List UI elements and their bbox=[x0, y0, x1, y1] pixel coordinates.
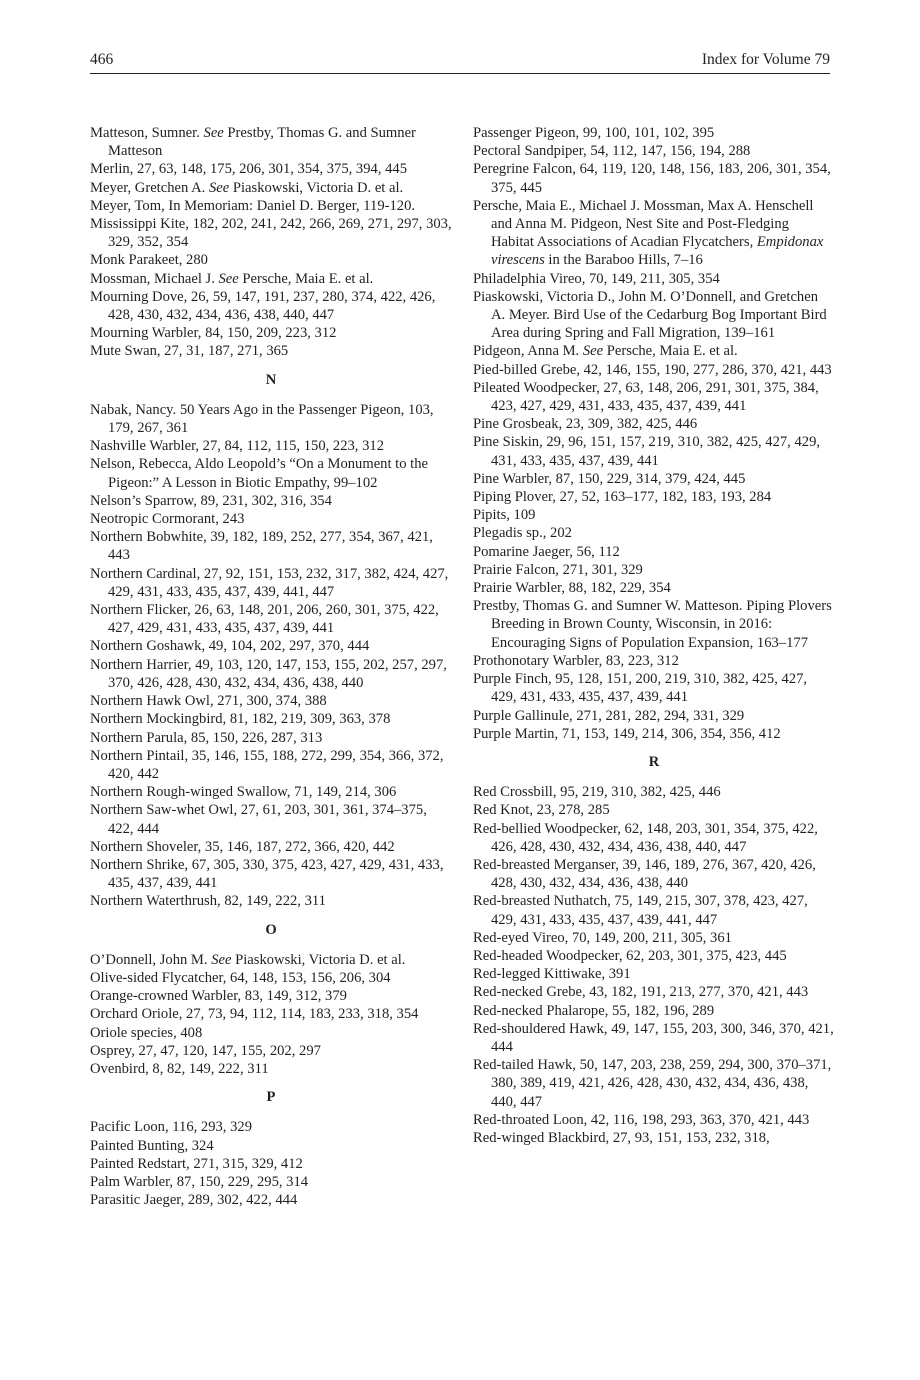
section-letter: R bbox=[648, 753, 660, 770]
index-entry: Olive-sided Flycatcher, 64, 148, 153, 156, 206, 304 bbox=[90, 969, 391, 986]
index-entry: Meyer, Gretchen A. See Piaskowski, Victoria D. et al. bbox=[90, 179, 404, 196]
index-entry: Purple Finch, 95, 128, 151, 200, 219, 310, 382, 425, 427, 429, 431, 433, 435, 437, 439, 441 bbox=[473, 671, 808, 706]
index-entry: Monk Parakeet, 280 bbox=[90, 252, 208, 269]
section-letter: P bbox=[266, 1089, 276, 1106]
index-entry: Meyer, Tom, In Memoriam: Daniel D. Berger, 119-120. bbox=[90, 197, 416, 214]
index-entry: Northern Rough-winged Swallow, 71, 149, 214, 306 bbox=[90, 784, 397, 801]
index-entry: Mourning Dove, 26, 59, 147, 191, 237, 280, 374, 422, 426, 428, 430, 432, 434, 436, 438, 440, 447 bbox=[90, 288, 436, 324]
index-entry: Pine Warbler, 87, 150, 229, 314, 379, 424, 445 bbox=[473, 470, 746, 487]
section-letter: N bbox=[265, 371, 277, 388]
index-entry: Prothonotary Warbler, 83, 223, 312 bbox=[473, 652, 679, 669]
index-entry: Peregrine Falcon, 64, 119, 120, 148, 156, 183, 206, 301, 354, 375, 445 bbox=[473, 161, 831, 196]
index-entry: Pied-billed Grebe, 42, 146, 155, 190, 277, 286, 370, 421, 443 bbox=[473, 361, 832, 378]
index-entry: Prairie Warbler, 88, 182, 229, 354 bbox=[473, 580, 671, 597]
index-entry: Mississippi Kite, 182, 202, 241, 242, 266, 269, 271, 297, 303, 329, 352, 354 bbox=[90, 216, 452, 251]
index-entry: Red-necked Phalarope, 55, 182, 196, 289 bbox=[473, 1002, 715, 1019]
page-header bbox=[90, 50, 830, 72]
index-entry: Piping Plover, 27, 52, 163–177, 182, 183, 193, 284 bbox=[473, 489, 772, 506]
index-entry: Palm Warbler, 87, 150, 229, 295, 314 bbox=[90, 1173, 309, 1190]
index-entry: Ovenbird, 8, 82, 149, 222, 311 bbox=[90, 1060, 269, 1077]
index-entry: Red-tailed Hawk, 50, 147, 203, 238, 259, 294, 300, 370–371, 380, 389, 419, 421, 426, 428, 430, 432, 434, 436, 438, 440, 447 bbox=[473, 1057, 832, 1110]
index-entry: Mute Swan, 27, 31, 187, 271, 365 bbox=[90, 343, 289, 360]
index-entry: Pomarine Jaeger, 56, 112 bbox=[473, 543, 620, 560]
index-entry: Northern Goshawk, 49, 104, 202, 297, 370, 444 bbox=[90, 638, 370, 655]
index-entry: Pileated Woodpecker, 27, 63, 148, 206, 291, 301, 375, 384, 423, 427, 429, 431, 433, 435, 437, 439, 441 bbox=[473, 379, 819, 415]
index-entry: Pine Grosbeak, 23, 309, 382, 425, 446 bbox=[473, 416, 698, 433]
index-entry: Purple Martin, 71, 153, 149, 214, 306, 354, 356, 412 bbox=[473, 725, 781, 742]
index-entry: O’Donnell, John M. See Piaskowski, Victoria D. et al. bbox=[90, 951, 406, 968]
index-entry: Nashville Warbler, 27, 84, 112, 115, 150, 223, 312 bbox=[90, 438, 384, 455]
index-entry: Orchard Oriole, 27, 73, 94, 112, 114, 183, 233, 318, 354 bbox=[90, 1006, 419, 1023]
index-entry: Piaskowski, Victoria D., John M. O’Donnell, and Gretchen A. Meyer. Bird Use of the Cedarburg Bog Important Bird Area during Spring and Fall Migration, 139–161 bbox=[473, 288, 827, 342]
index-entry: Northern Shoveler, 35, 146, 187, 272, 366, 420, 442 bbox=[90, 838, 395, 855]
index-entry: Prairie Falcon, 271, 301, 329 bbox=[473, 561, 643, 578]
index-column-left bbox=[90, 124, 452, 1209]
section-letter: O bbox=[265, 921, 277, 938]
index-entry: Northern Cardinal, 27, 92, 151, 153, 232, 317, 382, 424, 427, 429, 431, 433, 435, 437, 439, 441, 447 bbox=[90, 565, 449, 600]
index-entry: Orange-crowned Warbler, 83, 149, 312, 379 bbox=[90, 988, 347, 1005]
index-column-right bbox=[473, 124, 835, 1147]
index-entry: Prestby, Thomas G. and Sumner W. Matteson. Piping Plovers Breeding in Brown County, Wisconsin, in 2016: Encouraging Signs of Population Expansion, 163–177 bbox=[473, 598, 832, 651]
index-entry: Northern Parula, 85, 150, 226, 287, 313 bbox=[90, 729, 323, 746]
index-entry: Northern Shrike, 67, 305, 330, 375, 423, 427, 429, 431, 433, 435, 437, 439, 441 bbox=[90, 856, 444, 892]
index-entry: Pacific Loon, 116, 293, 329 bbox=[90, 1119, 252, 1136]
index-entry: Northern Saw-whet Owl, 27, 61, 203, 301, 361, 374–375, 422, 444 bbox=[90, 802, 427, 837]
index-entry: Pidgeon, Anna M. See Persche, Maia E. et al. bbox=[473, 343, 738, 360]
index-entry: Northern Pintail, 35, 146, 155, 188, 272, 299, 354, 366, 372, 420, 442 bbox=[90, 747, 444, 782]
index-entry: Northern Harrier, 49, 103, 120, 147, 153, 155, 202, 257, 297, 370, 426, 428, 430, 432, 434, 436, 438, 440 bbox=[90, 656, 447, 691]
index-entry: Red-legged Kittiwake, 391 bbox=[473, 966, 631, 983]
index-entry: Pipits, 109 bbox=[473, 507, 536, 524]
index-entry: Northern Hawk Owl, 271, 300, 374, 388 bbox=[90, 693, 327, 710]
index-entry: Red-eyed Vireo, 70, 149, 200, 211, 305, 361 bbox=[473, 929, 732, 946]
index-entry: Matteson, Sumner. See Prestby, Thomas G. and Sumner Matteson bbox=[90, 125, 416, 160]
index-entry: Nelson, Rebecca, Aldo Leopold’s “On a Monument to the Pigeon:” A Lesson in Biotic Empathy, 99–102 bbox=[90, 456, 429, 491]
index-entry: Red-throated Loon, 42, 116, 198, 293, 363, 370, 421, 443 bbox=[473, 1111, 810, 1128]
index-entry: Northern Bobwhite, 39, 182, 189, 252, 277, 354, 367, 421, 443 bbox=[90, 529, 433, 564]
index-entry: Parasitic Jaeger, 289, 302, 422, 444 bbox=[90, 1192, 298, 1209]
index-entry: Red-bellied Woodpecker, 62, 148, 203, 301, 354, 375, 422, 426, 428, 430, 432, 434, 436, 438, 440, 447 bbox=[473, 820, 818, 855]
index-entry: Red-necked Grebe, 43, 182, 191, 213, 277, 370, 421, 443 bbox=[473, 984, 809, 1001]
index-entry: Nabak, Nancy. 50 Years Ago in the Passenger Pigeon, 103, 179, 267, 361 bbox=[90, 401, 434, 437]
index-entry: Northern Flicker, 26, 63, 148, 201, 206, 260, 301, 375, 422, 427, 429, 431, 433, 435, 437, 439, 441 bbox=[90, 602, 439, 637]
header-rule bbox=[90, 73, 830, 74]
index-entry: Pine Siskin, 29, 96, 151, 157, 219, 310, 382, 425, 427, 429, 431, 433, 435, 437, 439, 441 bbox=[473, 434, 821, 469]
index-entry: Painted Redstart, 271, 315, 329, 412 bbox=[90, 1155, 303, 1172]
index-entry: Merlin, 27, 63, 148, 175, 206, 301, 354, 375, 394, 445 bbox=[90, 161, 408, 178]
index-entry: Red-headed Woodpecker, 62, 203, 301, 375, 423, 445 bbox=[473, 947, 787, 964]
index-entry: Red Knot, 23, 278, 285 bbox=[473, 802, 610, 819]
index-entry: Passenger Pigeon, 99, 100, 101, 102, 395 bbox=[473, 125, 715, 141]
index-entry: Pectoral Sandpiper, 54, 112, 147, 156, 194, 288 bbox=[473, 143, 751, 160]
index-entry: Persche, Maia E., Michael J. Mossman, Max A. Henschell and Anna M. Pidgeon, Nest Site and Post-Fledging Habitat Associations of Acadian Flycatchers, Empidonax virescens in the Baraboo Hills, 7–16 bbox=[473, 197, 824, 269]
index-entry: Red-breasted Nuthatch, 75, 149, 215, 307, 378, 423, 427, 429, 431, 433, 435, 437, 439, 441, 447 bbox=[473, 893, 808, 928]
page-number: 466 bbox=[90, 51, 114, 68]
index-entry: Oriole species, 408 bbox=[90, 1024, 203, 1041]
index-entry: Northern Mockingbird, 81, 182, 219, 309, 363, 378 bbox=[90, 711, 391, 728]
running-title: Index for Volume 79 bbox=[701, 51, 830, 68]
index-entry: Purple Gallinule, 271, 281, 282, 294, 331, 329 bbox=[473, 707, 745, 724]
index-entry: Red-breasted Merganser, 39, 146, 189, 276, 367, 420, 426, 428, 430, 432, 434, 436, 438, 440 bbox=[473, 856, 816, 892]
index-entry: Plegadis sp., 202 bbox=[473, 525, 572, 542]
index-entry: Red-winged Blackbird, 27, 93, 151, 153, 232, 318, bbox=[473, 1129, 770, 1146]
index-entry: Mourning Warbler, 84, 150, 209, 223, 312 bbox=[90, 325, 337, 342]
index-entry: Northern Waterthrush, 82, 149, 222, 311 bbox=[90, 893, 326, 910]
index-entry: Osprey, 27, 47, 120, 147, 155, 202, 297 bbox=[90, 1042, 321, 1059]
index-entry: Mossman, Michael J. See Persche, Maia E. et al. bbox=[90, 270, 374, 287]
index-entry: Philadelphia Vireo, 70, 149, 211, 305, 354 bbox=[473, 270, 720, 287]
index-entry: Red-shouldered Hawk, 49, 147, 155, 203, 300, 346, 370, 421, 444 bbox=[473, 1020, 834, 1055]
index-entry: Neotropic Cormorant, 243 bbox=[90, 511, 245, 528]
index-entry: Nelson’s Sparrow, 89, 231, 302, 316, 354 bbox=[90, 492, 332, 509]
index-entry: Red Crossbill, 95, 219, 310, 382, 425, 446 bbox=[473, 784, 721, 801]
index-entry: Painted Bunting, 324 bbox=[90, 1137, 214, 1154]
